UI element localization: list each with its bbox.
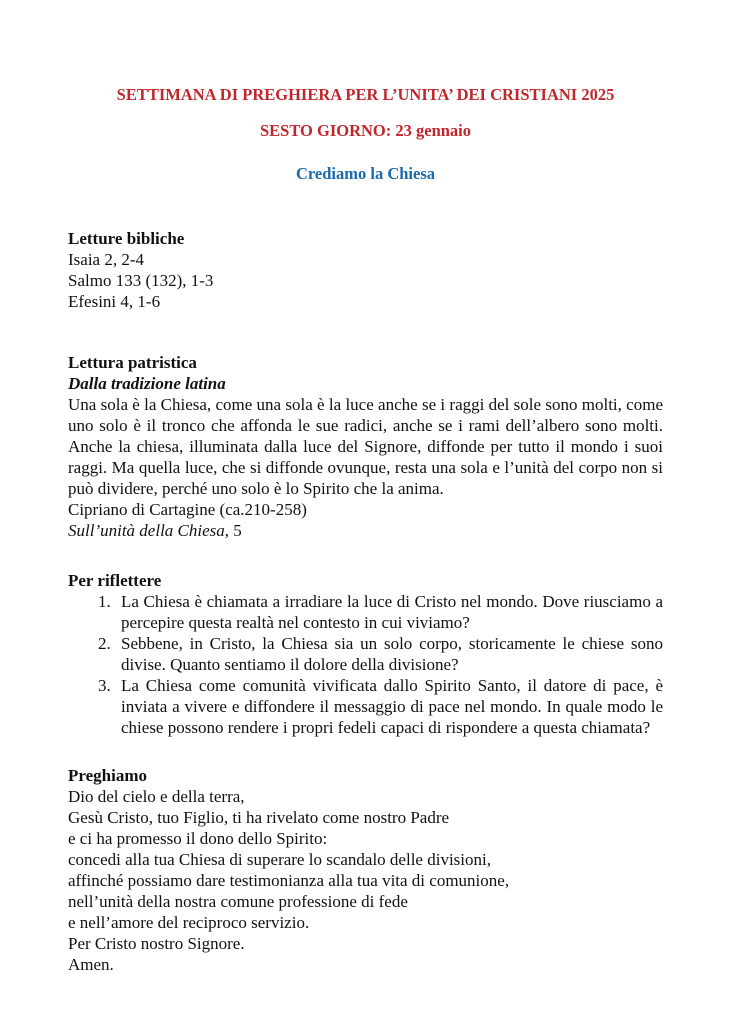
section-patristic-reading: [68, 352, 663, 541]
prayer-line: Per Cristo nostro Signore.: [68, 934, 245, 953]
prayer-line: affinché possiamo dare testimonianza alla tua vita di comunione,: [68, 871, 510, 890]
prayer-line: Dio del cielo e della terra,: [68, 787, 245, 806]
reflection-item: 3. La Chiesa come comunità vivificata dallo Spirito Santo, il datore di pace, è inviata a vivere e diffondere il messaggio di pace nel mondo. In quale modo le chiese possono rendere i propri fedeli capaci di rispondere a questa chiamata?: [115, 675, 663, 738]
reflection-heading: Per riflettere: [68, 571, 162, 590]
prayer-line: concedi alla tua Chiesa di superare lo scandalo delle divisioni,: [68, 850, 491, 869]
reading-item-psalm: Salmo 133 (132), 1-3: [68, 271, 214, 290]
patristic-heading: Lettura patristica: [68, 353, 197, 372]
prayer-line: e ci ha promesso il dono dello Spirito:: [68, 829, 328, 848]
reflection-list: [68, 591, 663, 738]
patristic-work-ref: , 5: [224, 521, 242, 540]
prayer-line: e nell’amore del reciproco servizio.: [68, 913, 310, 932]
document-theme-title: Crediamo la Chiesa: [295, 164, 436, 183]
reading-item-isaiah: Isaia 2, 2-4: [68, 250, 145, 269]
patristic-work-title: Sull’unità della Chiesa: [68, 521, 225, 540]
prayer-line: Amen.: [68, 955, 114, 974]
document-header: [68, 85, 663, 184]
readings-heading: Letture bibliche: [68, 229, 185, 248]
reflection-item: 1. La Chiesa è chiamata a irradiare la luce di Cristo nel mondo. Dove riusciamo a percepire questa realtà nel contesto in cui viviamo?: [115, 591, 663, 633]
prayer-line: nell’unità della nostra comune professione di fede: [68, 892, 408, 911]
patristic-tradition-label: Dalla tradizione latina: [68, 374, 226, 393]
patristic-work-line: [68, 520, 663, 541]
reflection-item: 2. Sebbene, in Cristo, la Chiesa sia un solo corpo, storicamente le chiese sono divise. Quanto sentiamo il dolore della divisione?: [115, 633, 663, 675]
section-prayer: [68, 765, 663, 975]
section-reflection: [68, 570, 663, 738]
patristic-body-paragraph: Una sola è la Chiesa, come una sola è la luce anche se i raggi del sole sono molti, come uno solo è il tronco che affonda le sue radici, anche se i rami dell’albero sono molti. Anche la chiesa, illuminata dalla luce del Signore, diffonde per tutto il mondo i suoi raggi. Ma quella luce, che si diffonde ovunque, resta una sola e l’unità del corpo non si può dividere, perché uno solo è lo Spirito che la anima.: [68, 395, 663, 498]
document-title: SETTIMANA DI PREGHIERA PER L’UNITA’ DEI CRISTIANI 2025: [116, 85, 615, 104]
patristic-author: Cipriano di Cartagine (ca.210-258): [68, 500, 307, 519]
section-biblical-readings: [68, 228, 663, 312]
document-day-subtitle: SESTO GIORNO: 23 gennaio: [259, 121, 472, 140]
prayer-heading: Preghiamo: [68, 766, 148, 785]
reading-item-ephesians: Efesini 4, 1-6: [68, 292, 161, 311]
prayer-line: Gesù Cristo, tuo Figlio, ti ha rivelato come nostro Padre: [68, 808, 450, 827]
